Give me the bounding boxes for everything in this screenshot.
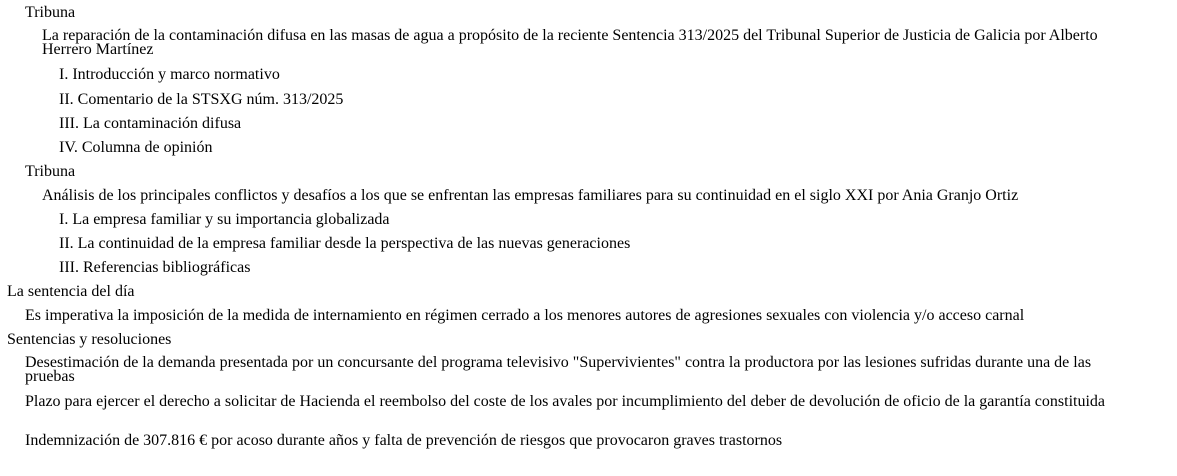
- subsection-link[interactable]: II. La continuidad de la empresa familiar desde la perspectiva de las nuevas generaciones: [59, 235, 631, 252]
- section-heading-tribuna: Tribuna: [25, 4, 76, 21]
- article-link[interactable]: Desestimación de la demanda presentada por un concursante del programa televisivo "Supervivientes" contra la productora por las lesiones sufridas durante una de las pruebas: [25, 354, 1092, 385]
- subsection-link[interactable]: III. La contaminación difusa: [59, 115, 242, 132]
- section-heading-tribuna: Tribuna: [25, 163, 76, 180]
- subsection-link[interactable]: II. Comentario de la STSXG núm. 313/2025: [59, 91, 344, 108]
- section-heading-sentencia-del-dia: La sentencia del día: [7, 283, 135, 300]
- subsection-link[interactable]: III. Referencias bibliográficas: [59, 259, 251, 276]
- article-link-empresas-familiares[interactable]: Análisis de los principales conflictos y desafíos a los que se enfrentan las empresas familiares para su continuidad en el siglo XXI por Ania Granjo Ortiz: [42, 187, 1019, 204]
- article-link[interactable]: Plazo para ejercer el derecho a solicitar de Hacienda el reembolso del coste de los avales por incumplimiento del deber de devolución de oficio de la garantía constituida: [25, 393, 1106, 410]
- article-link-contaminacion-difusa[interactable]: La reparación de la contaminación difusa en las masas de agua a propósito de la reciente Sentencia 313/2025 del Tribunal Superior de Justicia de Galicia por Alberto Herrero Martínez: [42, 27, 1098, 58]
- section-heading-sentencias-y-resoluciones: Sentencias y resoluciones: [7, 331, 172, 348]
- subsection-link[interactable]: IV. Columna de opinión: [59, 139, 213, 156]
- subsection-link[interactable]: I. La empresa familiar y su importancia globalizada: [59, 211, 390, 228]
- article-link[interactable]: Indemnización de 307.816 € por acoso durante años y falta de prevención de riesgos que provocaron graves trastornos: [25, 432, 783, 449]
- subsection-link[interactable]: I. Introducción y marco normativo: [59, 66, 280, 83]
- article-link[interactable]: Es imperativa la imposición de la medida de internamiento en régimen cerrado a los menores autores de agresiones sexuales con violencia y/o acceso carnal: [25, 307, 1025, 324]
